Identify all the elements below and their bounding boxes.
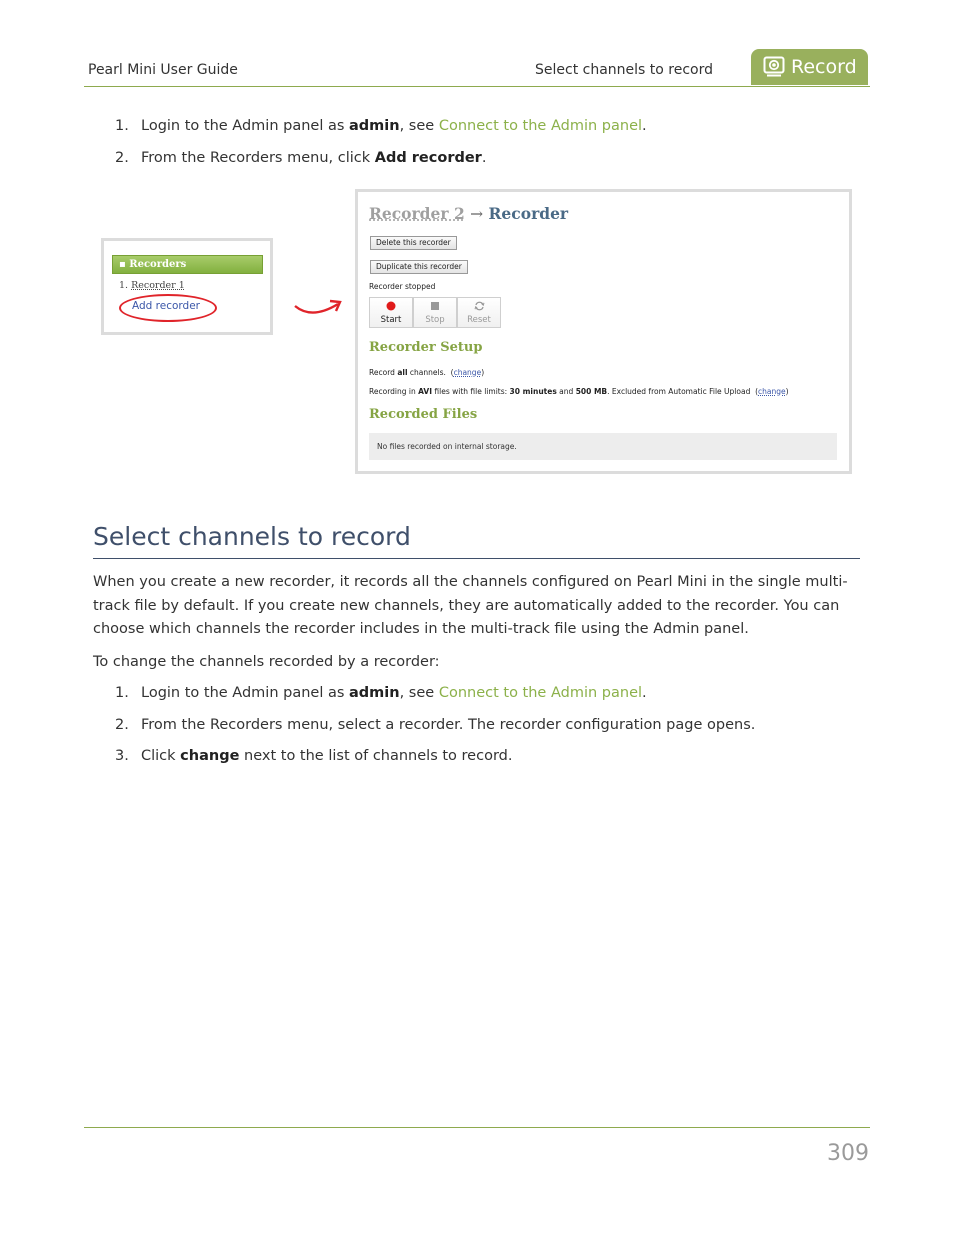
record-tab[interactable] [751,49,868,85]
duplicate-recorder-button[interactable]: Duplicate this recorder [370,260,468,274]
record-icon [763,56,785,78]
record-channels-line: Record all channels. (change) [369,368,485,377]
step-top-1: 1. Login to the Admin panel as admin, see Connect to the Admin panel. [115,118,647,134]
admin-panel-link[interactable]: Connect to the Admin panel [438,118,643,134]
step-bottom-3: 3. Click change next to the list of channels to record. [115,748,513,764]
section-intro: To change the channels recorded by a recorder: [93,654,440,670]
guide-title: Pearl Mini User Guide [88,62,238,78]
footer-divider [84,1127,870,1128]
delete-recorder-button[interactable]: Delete this recorder [370,236,457,250]
section-paragraph: When you create a new recorder, it records all the channels configured on Pearl Mini in the single multi-track file by default. If you create new channels, they are automatically added to the recorder. You can choose which channels the recorder includes in the multi-track file using the Admin panel. [93,574,848,637]
breadcrumb-current: Recorder [488,204,569,223]
recorder-page-screenshot [355,189,852,474]
change-channels-link[interactable]: change [453,368,482,377]
breadcrumb-parent[interactable]: Recorder 2 [369,204,465,223]
section-heading: Select channels to record [93,522,411,551]
stop-button[interactable]: Stop [413,297,457,328]
recorded-files-empty: No files recorded on internal storage. [369,433,837,460]
reset-button[interactable]: Reset [457,297,501,328]
record-dot-icon [386,301,396,311]
menu-item-recorder-1[interactable]: 1. Recorder 1 [119,280,185,291]
change-recording-link[interactable]: change [758,387,786,396]
stop-square-icon [430,301,440,311]
recorders-menu-screenshot [101,238,273,335]
add-recorder-link[interactable]: Add recorder [132,300,200,312]
recorders-menu-header: ▪ Recorders [112,255,263,274]
reset-arrows-icon [474,301,485,311]
highlight-circle [119,294,217,322]
page-number: 309 [827,1141,869,1166]
recording-settings-line: Recording in AVI files with file limits: 30 minutes and 500 MB. Excluded from Automatic File Upload (change) [369,387,789,396]
recorder-setup-heading: Recorder Setup [369,340,483,355]
recorder-status: Recorder stopped [369,282,436,291]
step-bottom-1: 1. Login to the Admin panel as admin, see Connect to the Admin panel. [115,685,647,701]
pointer-arrow-icon [292,296,344,320]
section-divider [93,558,860,559]
header-section-title: Select channels to record [535,62,714,78]
recorded-files-heading: Recorded Files [369,407,478,422]
header-divider [84,86,870,87]
step-top-2: 2. From the Recorders menu, click Add recorder. [115,150,487,166]
admin-panel-link-2[interactable]: Connect to the Admin panel [438,685,643,701]
step-bottom-2: 2. From the Recorders menu, select a recorder. The recorder configuration page opens. [115,717,756,733]
recorder-breadcrumb: Recorder 2 → Recorder [369,204,569,223]
record-tab-label: Record [791,56,857,78]
start-button[interactable]: Start [369,297,413,328]
